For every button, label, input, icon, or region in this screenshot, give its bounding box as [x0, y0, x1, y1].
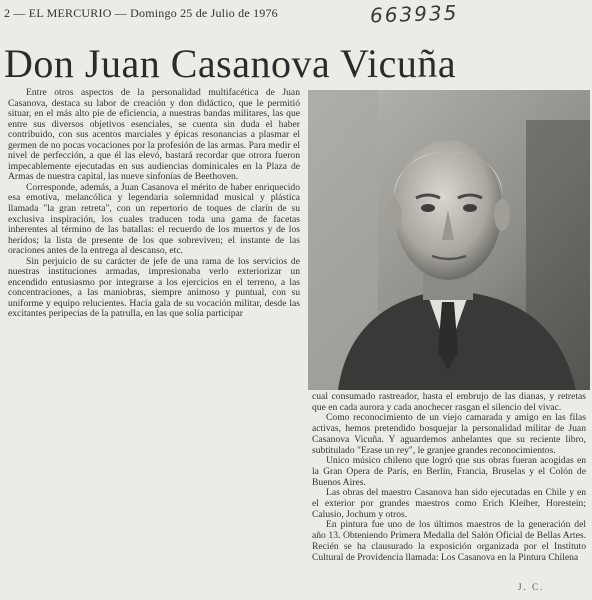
- portrait-photo: [308, 90, 590, 390]
- left-column: [8, 88, 300, 320]
- paragraph: cual consumado rastreador, hasta el embrujo de las dianas, y retretas que en cada aurora y cada anochecer rasgan el silencio del vivac.: [312, 391, 586, 413]
- paragraph: Como reconocimiento de un viejo camarada y amigo en las filas activas, hemos pretendido bosquejar la personalidad militar de Juan Casanova Vicuña. Y aguardemos anhelantes que su reciente libro, subtitulado "Erase un rey", le granjee grandes reconocimientos.: [312, 412, 586, 456]
- paragraph: En pintura fue uno de los últimos maestros de la generación del año 13. Obteniendo Primera Medalla del Salón Oficial de Bellas Artes. Recién se ha clausurado la exposición organizada por el Instituto Cultural de Providencia llamada: Los Casanova en la Pintura Chilena: [312, 519, 586, 563]
- handwritten-archive-number: 663935: [369, 0, 459, 28]
- paragraph: Sin perjuicio de su carácter de jefe de una rama de los servicios de nuestras instituciones armadas, impresionaba verlo exteriorizar un encendido entusiasmo por integrarse a los ejercicios en el terreno, a las concentraciones, a las maniobras, siempre animoso y puntual, con su uniforme y equipo relucientes. Hacía gala de su vocación militar, desde las excitantes peripecias de la patrulla, en las que solía participar: [8, 255, 300, 320]
- author-signature: J. C.: [518, 582, 545, 592]
- paragraph: Corresponde, además, a Juan Casanova el mérito de haber enriquecido esa emotiva, melancólica y legendaria solemnidad musical y plástica llamada "la gran retreta", con un repertorio de toques de clarín de su exclusiva inspiración, los cuales traducen toda una gama de facetas inherentes al término de las batallas: el recuerdo de los muertos y de los heridos; la lista de presente de los que sobreviven; el instante de las oraciones antes de la entrega al descanso, etc.: [8, 181, 300, 257]
- paragraph: Las obras del maestro Casanova han sido ejecutadas en Chile y en el exterior por grandes maestros como Erich Kleiber, Horestein; Calusio, Jochum y otros.: [312, 487, 586, 520]
- article-title: Don Juan Casanova Vicuña: [4, 41, 457, 86]
- newspaper-header: 2 — EL MERCURIO — Domingo 25 de Julio de 1976: [4, 6, 278, 20]
- portrait-illustration: [308, 90, 590, 390]
- right-column: [312, 392, 586, 563]
- paragraph: Entre otros aspectos de la personalidad multifacética de Juan Casanova, destaca su labor de creación y don didáctico, que le permitió situar, en el más alto pie de eficiencia, a nuestras bandas militares, las que entre sus diversos objetivos esenciales, se cuenta sin duda el haber contribuido, con sus acentos marciales y épicas resonancias a plasmar el germen de no pocas vocaciones por la profesión de las armas. Para medir el nivel de perfección, a que él las elevó, bastará recordar que otrora fueron impecablemente ejecutadas en sus audiencias dominicales en la Plaza de Armas de nuestra capital, las nueve sinfonías de Beethoven.: [8, 87, 300, 183]
- paragraph: Unico músico chileno que logró que sus obras fueran acogidas en la Gran Opera de París, en Berlín, Francia, Bruselas y el Colón de Buenos Aires.: [312, 455, 586, 488]
